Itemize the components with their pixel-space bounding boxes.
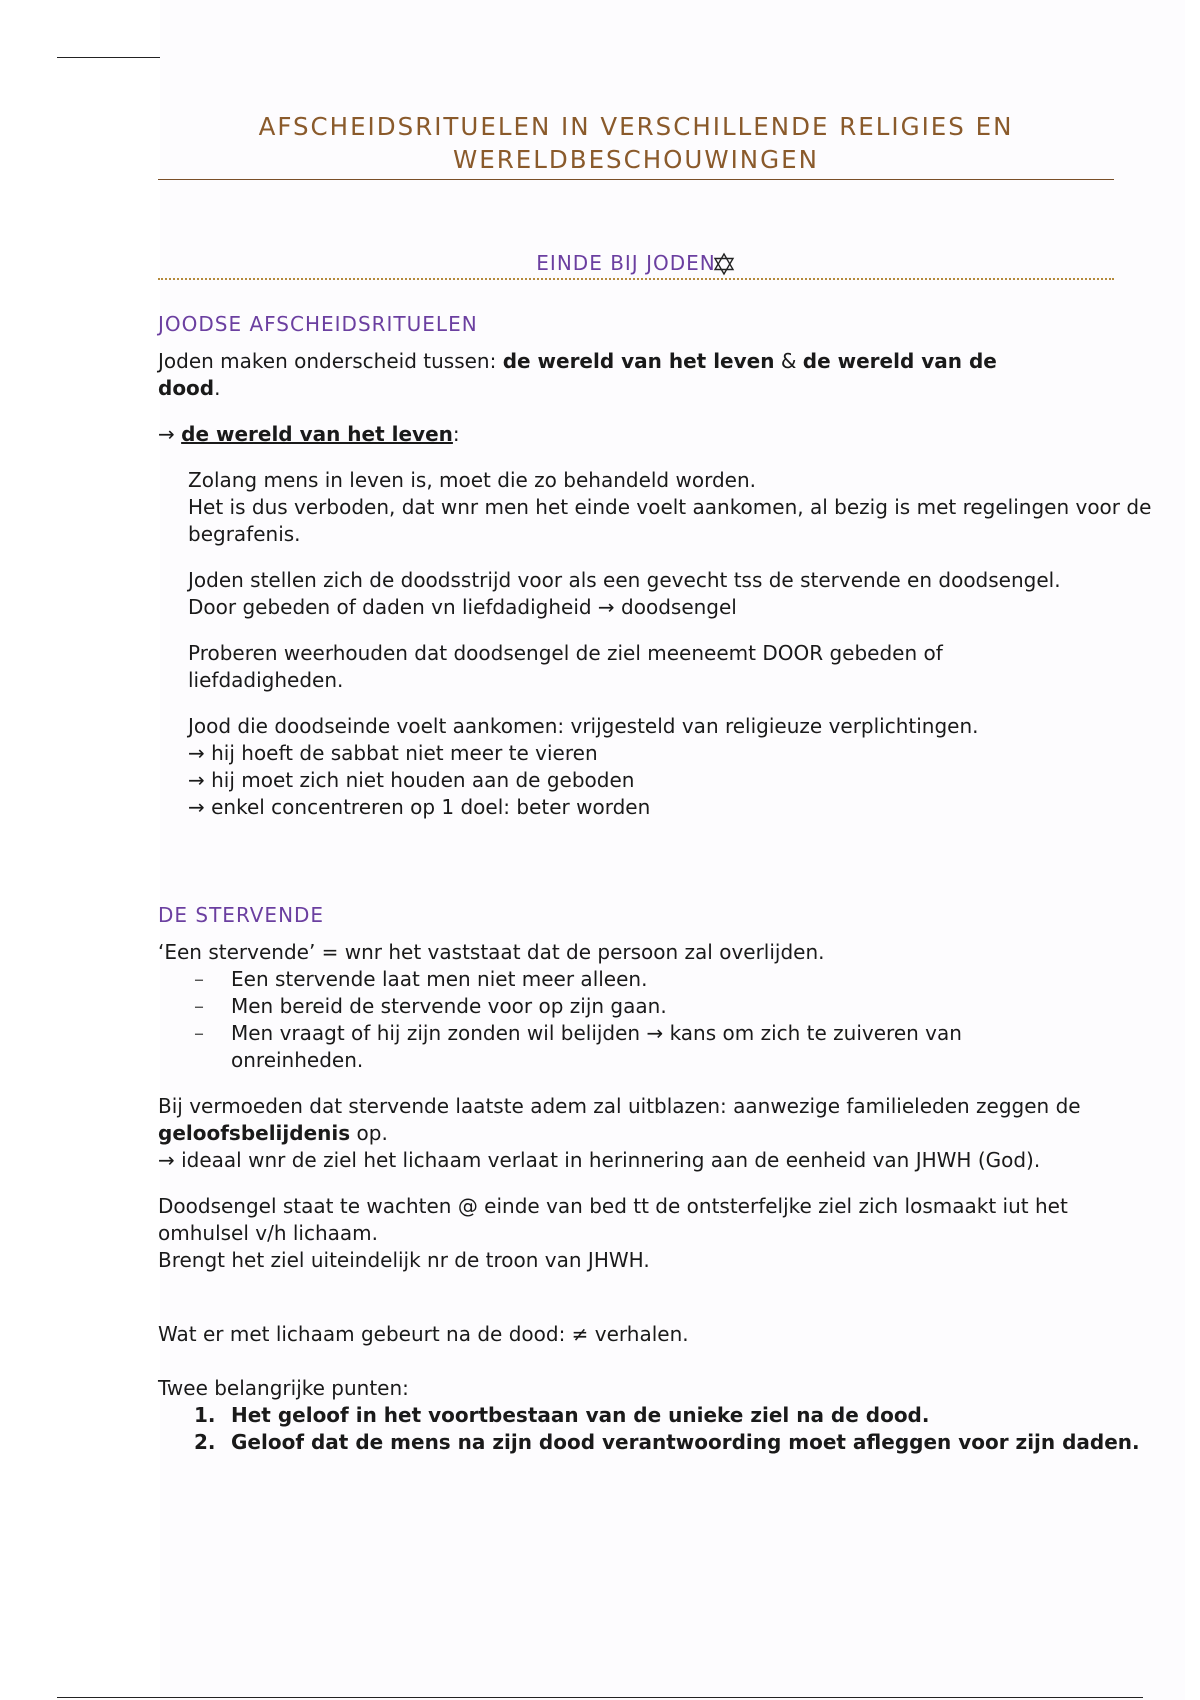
paragraph-leven-2 [188,567,1178,621]
list-item-text: Geloof dat de mens na zijn dood verantwoording moet afleggen voor zijn daden. [231,1430,1140,1454]
text: Bij vermoeden dat stervende laatste adem zal uitblazen: aanwezige familieleden zeggen de [158,1094,1081,1118]
section-title-text: EINDE BIJ JODEN [536,251,716,275]
line: Joden stellen zich de doodsstrijd voor als een gevecht tss de stervende en doodsengel. [188,568,1061,592]
intro-text: Joden maken onderscheid tussen: [158,349,503,373]
line: Brengt het ziel uiteindelijk nr de troon van JHWH. [158,1248,650,1272]
list-item-text: Het geloof in het voortbestaan van de unieke ziel na de dood. [231,1403,930,1427]
section-title [158,248,1114,280]
number-marker: 2. [194,1430,216,1454]
line: Jood die doodseinde voelt aankomen: vrijgesteld van religieuze verplichtingen. [188,714,979,738]
number-marker: 1. [194,1403,216,1427]
dash-marker: – [194,994,204,1018]
line: → enkel concentreren op 1 doel: beter worden [188,795,651,819]
intro-bold-dood: de wereld van de dood [158,349,997,400]
intro-bold-leven: de wereld van het leven [502,349,775,373]
paragraph-twee-punten: Twee belangrijke punten: [158,1376,409,1400]
document-title: AFSCHEIDSRITUELEN IN VERSCHILLENDE RELIGIES EN WERELDBESCHOUWINGEN [158,110,1114,180]
document-content [158,110,1178,1456]
stervende-intro: ‘Een stervende’ = wnr het vaststaat dat de persoon zal overlijden. [158,940,825,964]
paragraph-leven-3: Proberen weerhouden dat doodsengel de ziel meeneemt DOOR gebeden of liefdadigheden. [188,641,943,692]
stervende-bullet-list [158,966,1078,1074]
paragraph-lichaam: Wat er met lichaam gebeurt na de dood: ≠ verhalen. [158,1322,689,1346]
list-item-text: Een stervende laat men niet meer alleen. [231,967,648,991]
star-of-david-icon [712,252,736,276]
line: Doodsengel staat te wachten @ einde van bed tt de ontsterfeljke ziel zich losmaakt iut het omhulsel v/h lichaam. [158,1194,1068,1245]
belangrijke-punten-list [158,1402,1148,1456]
subheading-colon: : [452,422,460,446]
bold-geloofsbelijdenis: geloofsbelijdenis [158,1121,351,1145]
line: Het is dus verboden, dat wnr men het einde voelt aankomen, al bezig is met regelingen voor de begrafenis. [188,495,1152,546]
paragraph-leven-4 [188,713,1178,821]
line: → hij hoeft de sabbat niet meer te vieren [188,741,598,765]
subheading-label: de wereld van het leven [181,422,453,446]
dash-marker: – [194,967,204,991]
list-item [158,966,1078,993]
page-bottom-rule [57,1697,1143,1698]
list-item [158,1402,1148,1429]
heading-de-stervende: DE STERVENDE [158,903,325,927]
list-item-text: Men bereid de stervende voor op zijn gaan. [231,994,667,1018]
paragraph-geloofsbelijdenis [158,1093,1183,1174]
subheading-wereld-van-het-leven [158,421,1178,448]
list-item [158,993,1078,1020]
paragraph-leven-1 [188,467,1178,548]
line: → hij moet zich niet houden aan de geboden [188,768,635,792]
line: Zolang mens in leven is, moet die zo behandeld worden. [188,468,756,492]
leven-block [188,467,1178,821]
intro-period: . [214,376,221,400]
list-item [158,1020,1078,1074]
list-item-text: Men vraagt of hij zijn zonden wil belijden → kans om zich te zuiveren van onreinheden. [231,1021,962,1072]
intro-ampersand: & [774,349,803,373]
text: op. [350,1121,388,1145]
arrow-icon: → [158,422,182,446]
text: → ideaal wnr de ziel het lichaam verlaat in herinnering aan de eenheid van JHWH (God). [158,1148,1041,1172]
list-item [158,1429,1148,1456]
intro-paragraph [158,348,1058,402]
heading-joodse-afscheidsrituelen: JOODSE AFSCHEIDSRITUELEN [158,312,478,336]
dash-marker: – [194,1021,204,1045]
line: Door gebeden of daden vn liefdadigheid → doodsengel [188,595,737,619]
paragraph-doodsengel [158,1193,1158,1274]
